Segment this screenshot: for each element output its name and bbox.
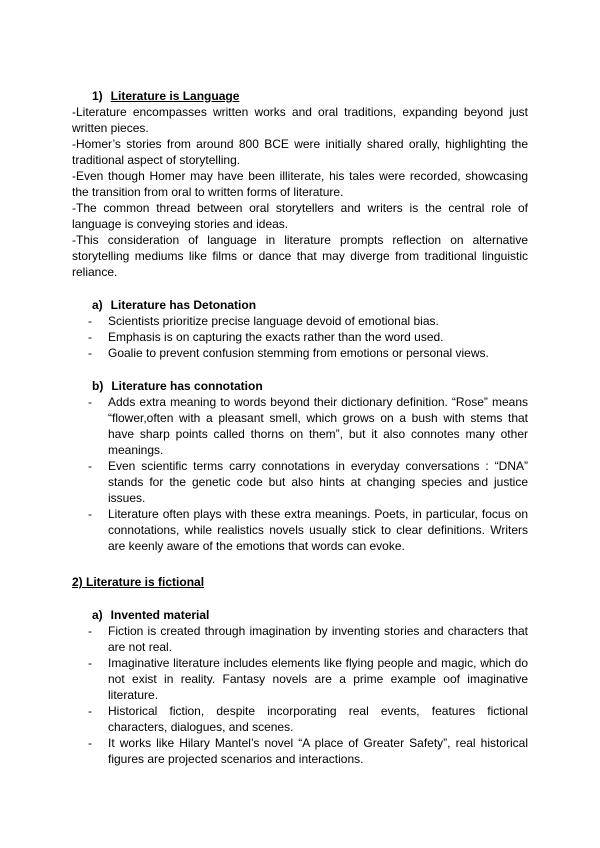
section-1-paragraph: -Even though Homer may have been illiterate, his tales were recorded, showcasing the transition from oral to written forms of literature.	[72, 169, 528, 199]
subsection-connotation-heading	[92, 378, 528, 394]
dash-bullet: -	[88, 736, 92, 750]
dash-bullet: -	[88, 507, 92, 521]
dash-bullet: -	[88, 704, 92, 718]
dash-bullet: -	[88, 346, 92, 360]
connotation-list	[72, 394, 528, 554]
section-2-heading: 2) Literature is fictional	[72, 575, 205, 589]
subsection-detonation-heading	[92, 297, 528, 313]
subsection-invented-heading	[92, 607, 528, 623]
section-1-paragraph: -The common thread between oral storytellers and writers is the central role of language is conveying stories and ideas.	[72, 201, 528, 231]
subsection-letter: a)	[92, 608, 103, 622]
subsection-title: Literature has Detonation	[110, 298, 257, 312]
section-1-paragraph: -Homer’s stories from around 800 BCE were initially shared orally, highlighting the traditional aspect of storytelling.	[72, 137, 528, 167]
dash-bullet: -	[88, 395, 92, 409]
invented-material-list	[72, 623, 528, 767]
section-1-title: Literature is Language	[110, 89, 240, 103]
detonation-list	[72, 313, 528, 361]
section-1-paragraph: -This consideration of language in literature prompts reflection on alternative storytelling mediums like films or dance that may diverge from traditional linguistic reliance.	[72, 233, 528, 279]
list-item: - Fiction is created through imagination by inventing stories and characters that are not real.	[88, 624, 528, 654]
dash-bullet: -	[88, 624, 92, 638]
dash-bullet: -	[88, 330, 92, 344]
subsection-letter: a)	[92, 298, 103, 312]
subsection-title: Invented material	[110, 608, 210, 622]
subsection-letter: b)	[92, 379, 104, 393]
list-item: - Adds extra meaning to words beyond their dictionary definition. “Rose” means “flower,often with a pleasant smell, which grows on a bush with stems that have sharp points called thorns on them”, but it also connotes many other meanings.	[88, 395, 528, 457]
section-1-paragraph: -Literature encompasses written works and oral traditions, expanding beyond just written pieces.	[72, 105, 528, 135]
document-page	[72, 88, 528, 767]
subsection-title: Literature has connotation	[111, 379, 263, 393]
dash-bullet: -	[88, 314, 92, 328]
dash-bullet: -	[88, 459, 92, 473]
list-item: - Literature often plays with these extra meanings. Poets, in particular, focus on connotations, while realistics novels usually stick to clear definitions. Writers are keenly aware of the emotions that words can evoke.	[88, 507, 528, 553]
dash-bullet: -	[88, 656, 92, 670]
section-1-number: 1)	[92, 89, 103, 103]
list-item: - Scientists prioritize precise language devoid of emotional bias.	[88, 314, 439, 328]
section-1-heading	[72, 88, 528, 104]
list-item: - Imaginative literature includes elements like flying people and magic, which do not exist in reality. Fantasy novels are a prime example oof imaginative literature.	[88, 656, 528, 702]
list-item: - Goalie to prevent confusion stemming from emotions or personal views.	[88, 346, 489, 360]
list-item: - Historical fiction, despite incorporating real events, features fictional characters, dialogues, and scenes.	[88, 704, 528, 734]
list-item: - Even scientific terms carry connotations in everyday conversations : “DNA” stands for the genetic code but also hints at changing species and justice issues.	[88, 459, 528, 505]
list-item: - It works like Hilary Mantel’s novel “A place of Greater Safety”, real historical figures are projected scenarios and interactions.	[88, 736, 528, 766]
list-item: - Emphasis is on capturing the exacts rather than the word used.	[88, 330, 444, 344]
